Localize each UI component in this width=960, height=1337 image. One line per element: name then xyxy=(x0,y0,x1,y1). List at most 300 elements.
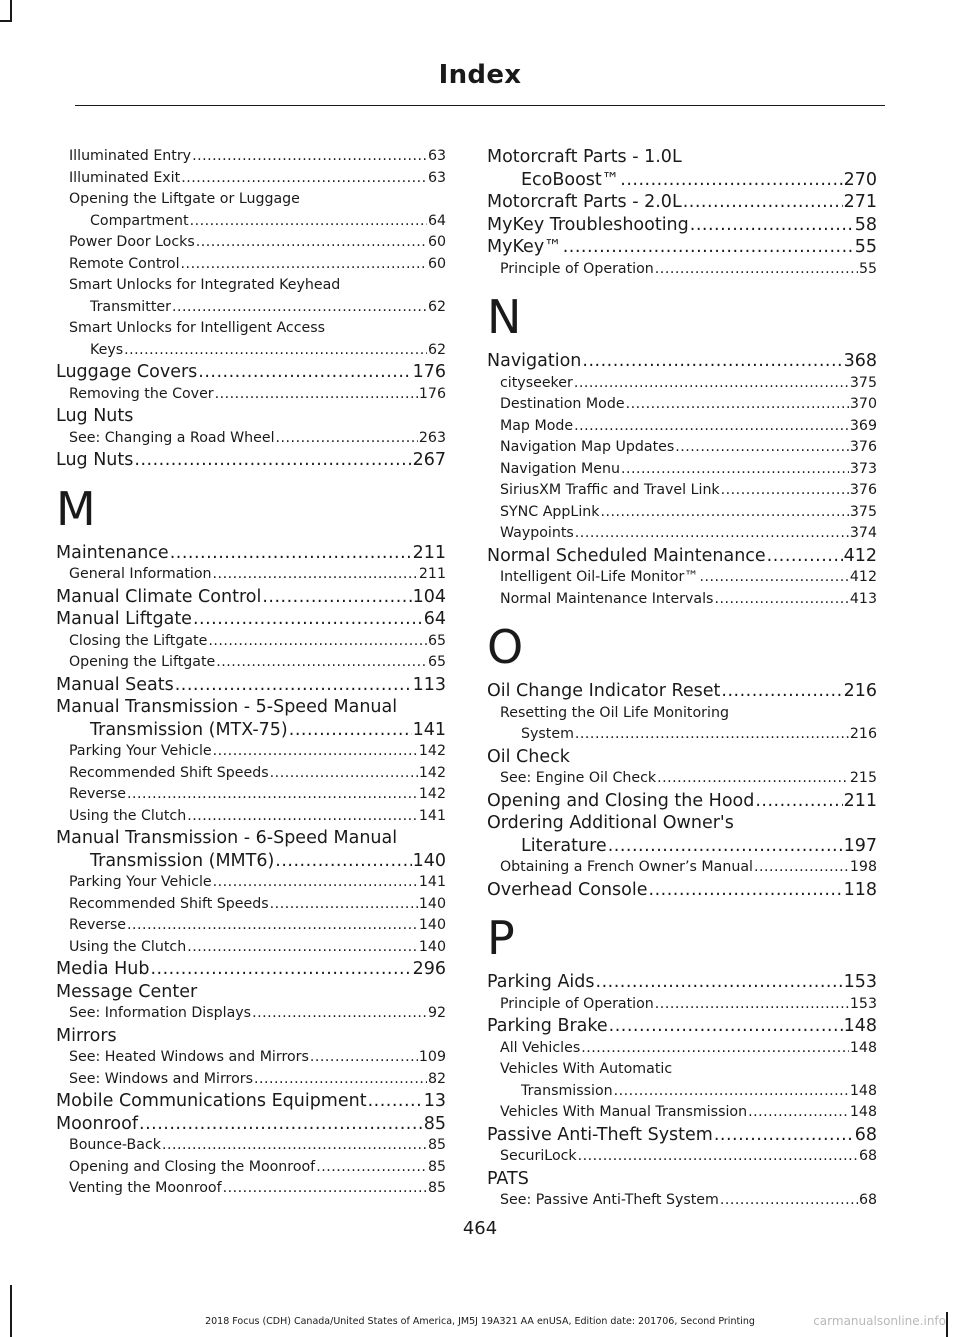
index-subentry xyxy=(56,1069,446,1091)
index-entry xyxy=(56,1113,446,1136)
entry-page-number: 375 xyxy=(849,374,877,391)
index-letter-heading: P xyxy=(487,911,515,965)
entry-title: Opening the Liftgate xyxy=(69,654,216,670)
index-subentry xyxy=(56,564,446,586)
dot-leader xyxy=(270,763,418,785)
dot-leader xyxy=(254,1069,427,1091)
index-entry xyxy=(56,449,446,472)
index-entry xyxy=(487,1124,877,1147)
index-entry-heading: Lug Nuts xyxy=(56,406,134,426)
index-entry xyxy=(56,608,446,631)
index-subentry xyxy=(487,1038,877,1060)
index-subentry xyxy=(56,1178,446,1200)
index-subentry xyxy=(56,1003,446,1025)
index-subentry xyxy=(56,384,446,406)
entry-title: Transmission xyxy=(521,1082,613,1099)
index-column-left xyxy=(56,146,446,1200)
entry-title: Literature xyxy=(521,835,607,856)
entry-title: All Vehicles xyxy=(500,1039,581,1056)
entry-page-number: 113 xyxy=(412,674,446,695)
entry-title: Parking Aids xyxy=(487,972,595,992)
entry-page-number: 85 xyxy=(427,1158,446,1175)
index-letter-heading: M xyxy=(56,481,96,536)
entry-page-number: 148 xyxy=(849,1039,877,1056)
index-subentry xyxy=(56,741,446,763)
entry-page-number: 68 xyxy=(858,1148,877,1164)
entry-page-number: 374 xyxy=(849,525,877,541)
dot-leader xyxy=(626,394,849,416)
dot-leader xyxy=(600,502,848,524)
dot-leader xyxy=(720,1190,858,1212)
index-subentry xyxy=(487,502,877,524)
entry-page-number: 64 xyxy=(427,212,446,229)
entry-title: Removing the Cover xyxy=(69,385,214,402)
index-subentry xyxy=(487,480,877,502)
entry-title: Oil Change Indicator Reset xyxy=(487,681,721,701)
entry-title: Manual Liftgate xyxy=(56,609,192,629)
entry-page-number: 376 xyxy=(849,482,877,498)
entry-page-number: 142 xyxy=(418,764,446,781)
index-entry-heading: PATS xyxy=(487,1168,529,1189)
crop-mark xyxy=(10,1285,12,1337)
dot-leader xyxy=(582,350,842,373)
dot-leader xyxy=(596,971,843,994)
entry-title: Transmission (MMT6) xyxy=(90,850,275,871)
index-subentry xyxy=(487,394,877,416)
index-letter-heading: O xyxy=(487,620,524,674)
entry-page-number: 216 xyxy=(843,681,877,701)
entry-page-number: 141 xyxy=(412,719,446,740)
index-entry-continued xyxy=(56,719,446,742)
entry-title: Waypoints xyxy=(500,525,574,541)
entry-title: Power Door Locks xyxy=(69,234,195,250)
entry-title: Venting the Moonroof xyxy=(69,1180,222,1196)
entry-page-number: 413 xyxy=(849,590,877,607)
index-subentry-heading: Resetting the Oil Life Monitoring xyxy=(500,704,729,721)
index-subentry xyxy=(56,232,446,254)
index-entry-continued xyxy=(487,169,877,192)
entry-title: Principle of Operation xyxy=(500,995,654,1012)
entry-page-number: 62 xyxy=(427,298,446,315)
entry-page-number: 63 xyxy=(427,169,446,186)
dot-leader xyxy=(714,1124,854,1147)
index-subentry xyxy=(56,1047,446,1069)
entry-title: Motorcraft Parts - 2.0L xyxy=(487,192,682,212)
dot-leader xyxy=(748,1102,849,1124)
index-entry-heading: Manual Transmission - 6-Speed Manual xyxy=(56,828,398,848)
entry-title: Manual Seats xyxy=(56,674,174,695)
index-subentry-continued xyxy=(487,1081,877,1103)
dot-leader xyxy=(721,480,849,502)
dot-leader xyxy=(655,994,849,1016)
entry-page-number: 369 xyxy=(849,417,877,434)
entry-title: Mobile Communications Equipment xyxy=(56,1091,367,1111)
dot-leader xyxy=(198,361,411,384)
entry-title: Remote Control xyxy=(69,255,180,272)
index-subentry xyxy=(56,1157,446,1179)
entry-page-number: 153 xyxy=(849,995,877,1012)
index-entry xyxy=(487,1015,877,1038)
entry-page-number: 85 xyxy=(427,1180,446,1196)
entry-page-number: 376 xyxy=(849,439,877,455)
index-subentry-heading: Smart Unlocks for Intelligent Access xyxy=(69,320,326,336)
entry-page-number: 60 xyxy=(427,255,446,272)
dot-leader xyxy=(690,214,854,237)
entry-title: Manual Climate Control xyxy=(56,586,262,607)
entry-title: SecuriLock xyxy=(500,1148,577,1164)
index-subentry xyxy=(487,416,877,438)
entry-page-number: 64 xyxy=(423,609,446,629)
index-subentry xyxy=(487,437,877,459)
entry-title: See: Engine Oil Check xyxy=(500,770,657,786)
entry-title: General Information xyxy=(69,566,212,582)
index-subentry xyxy=(487,994,877,1016)
index-entry xyxy=(56,586,446,609)
entry-title: Vehicles With Manual Transmission xyxy=(500,1104,748,1120)
entry-page-number: 216 xyxy=(849,726,877,742)
entry-title: Recommended Shift Speeds xyxy=(69,895,269,912)
index-subentry-heading: Vehicles With Automatic xyxy=(500,1061,673,1077)
page-title: Index xyxy=(438,60,522,90)
index-subentry xyxy=(56,254,446,276)
index-subentry xyxy=(56,784,446,806)
entry-title: Transmitter xyxy=(90,298,171,315)
entry-page-number: 55 xyxy=(854,237,877,257)
index-entry-heading: Mirrors xyxy=(56,1025,117,1046)
index-subentry xyxy=(487,523,877,545)
index-subentry-continued xyxy=(56,297,446,319)
dot-leader xyxy=(175,674,412,697)
index-subentry xyxy=(56,915,446,937)
index-entry xyxy=(56,361,446,384)
entry-title: Transmission (MTX-75) xyxy=(90,719,288,740)
entry-page-number: 109 xyxy=(418,1049,446,1065)
dot-leader xyxy=(190,211,427,233)
dot-leader xyxy=(289,719,412,742)
dot-leader xyxy=(252,1003,427,1025)
index-subentry xyxy=(56,168,446,190)
entry-page-number: 60 xyxy=(427,234,446,250)
entry-title: Destination Mode xyxy=(500,396,625,412)
entry-page-number: 296 xyxy=(412,959,446,979)
index-entry xyxy=(487,790,877,813)
dot-leader xyxy=(187,937,418,959)
index-entry-continued xyxy=(56,850,446,873)
entry-title: See: Changing a Road Wheel xyxy=(69,429,275,446)
entry-page-number: 82 xyxy=(427,1070,446,1087)
entry-title: SiriusXM Traffic and Travel Link xyxy=(500,482,720,498)
entry-title: See: Passive Anti-Theft System xyxy=(500,1192,719,1208)
entry-page-number: 65 xyxy=(427,654,446,670)
entry-title: MyKey™ xyxy=(487,237,562,257)
index-subentry-heading: Smart Unlocks for Integrated Keyhead xyxy=(69,277,341,293)
index-entry xyxy=(487,879,877,902)
dot-leader xyxy=(574,373,849,395)
entry-page-number: 370 xyxy=(849,396,877,412)
index-subentry xyxy=(56,631,446,653)
index-entry xyxy=(56,958,446,981)
index-subentry-continued xyxy=(487,724,877,746)
index-subentry xyxy=(56,894,446,916)
entry-page-number: 140 xyxy=(412,850,446,871)
dot-leader xyxy=(614,1081,849,1103)
index-subentry xyxy=(487,857,877,879)
dot-leader xyxy=(223,1178,427,1200)
index-entry-heading: Manual Transmission - 5-Speed Manual xyxy=(56,697,398,717)
index-entry xyxy=(487,680,877,703)
dot-leader xyxy=(215,384,418,406)
entry-page-number: 412 xyxy=(849,569,877,585)
page-number: 464 xyxy=(462,1218,498,1239)
entry-title: Recommended Shift Speeds xyxy=(69,764,269,781)
entry-title: Parking Brake xyxy=(487,1016,608,1036)
dot-leader xyxy=(124,340,427,362)
index-subentry xyxy=(487,373,877,395)
dot-leader xyxy=(187,806,418,828)
entry-title: Navigation Menu xyxy=(500,460,620,477)
index-subentry xyxy=(56,806,446,828)
dot-leader xyxy=(172,297,427,319)
header-divider xyxy=(75,105,885,106)
dot-leader xyxy=(563,236,854,259)
entry-title: Principle of Operation xyxy=(500,260,654,277)
entry-page-number: 270 xyxy=(843,169,877,190)
dot-leader xyxy=(162,1135,427,1157)
dot-leader xyxy=(270,894,418,916)
index-entry-continued xyxy=(487,835,877,858)
crop-mark xyxy=(0,20,12,22)
entry-page-number: 148 xyxy=(849,1082,877,1099)
dot-leader xyxy=(714,589,848,611)
dot-leader xyxy=(193,608,423,631)
entry-page-number: 373 xyxy=(849,460,877,477)
dot-leader xyxy=(170,542,412,565)
entry-page-number: 198 xyxy=(849,859,877,875)
entry-page-number: 141 xyxy=(418,874,446,890)
edition-footer: 2018 Focus (CDH) Canada/United States of America, JM5J 19A321 AA enUSA, Edition date: 201706, Second Printing xyxy=(205,1316,755,1327)
dot-leader xyxy=(574,416,849,438)
entry-page-number: 176 xyxy=(418,385,446,402)
index-subentry xyxy=(487,567,877,589)
dot-leader xyxy=(578,1146,858,1168)
index-entry xyxy=(56,674,446,697)
index-subentry xyxy=(487,768,877,790)
index-entry-heading: Message Center xyxy=(56,981,198,1002)
dot-leader xyxy=(657,768,849,790)
dot-leader xyxy=(213,741,418,763)
index-subentry xyxy=(56,937,446,959)
entry-title: Maintenance xyxy=(56,542,169,563)
entry-page-number: 140 xyxy=(418,895,446,912)
dot-leader xyxy=(213,564,418,586)
index-subentry-continued xyxy=(56,211,446,233)
entry-page-number: 148 xyxy=(843,1016,877,1036)
dot-leader xyxy=(721,680,842,703)
entry-page-number: 140 xyxy=(418,917,446,933)
dot-leader xyxy=(675,437,849,459)
index-subentry xyxy=(56,428,446,450)
dot-leader xyxy=(150,958,411,981)
entry-title: EcoBoost™ xyxy=(521,169,620,190)
dot-leader xyxy=(213,872,418,894)
entry-page-number: 412 xyxy=(843,545,877,566)
dot-leader xyxy=(621,459,849,481)
entry-title: Reverse xyxy=(69,786,127,802)
dot-leader xyxy=(196,232,427,254)
entry-page-number: 176 xyxy=(412,362,446,382)
index-subentry xyxy=(56,146,446,168)
entry-title: See: Information Displays xyxy=(69,1005,252,1021)
entry-page-number: 211 xyxy=(412,542,446,563)
entry-title: Obtaining a French Owner’s Manual xyxy=(500,859,753,875)
entry-page-number: 142 xyxy=(418,743,446,759)
index-entry xyxy=(487,350,877,373)
index-subentry xyxy=(487,459,877,481)
entry-title: Closing the Liftgate xyxy=(69,632,208,649)
dot-leader xyxy=(755,790,842,813)
entry-page-number: 68 xyxy=(858,1192,877,1208)
index-letter-heading: N xyxy=(487,290,522,344)
entry-page-number: 141 xyxy=(418,807,446,824)
entry-title: Using the Clutch xyxy=(69,807,187,824)
entry-page-number: 62 xyxy=(427,341,446,358)
dot-leader xyxy=(608,835,843,858)
entry-title: Navigation Map Updates xyxy=(500,439,675,455)
dot-leader xyxy=(181,254,427,276)
entry-title: cityseeker xyxy=(500,374,573,391)
dot-leader xyxy=(127,784,418,806)
index-subentry xyxy=(56,1135,446,1157)
dot-leader xyxy=(310,1047,418,1069)
entry-title: Overhead Console xyxy=(487,879,648,900)
entry-title: Bounce-Back xyxy=(69,1137,161,1153)
entry-page-number: 118 xyxy=(843,879,877,900)
entry-title: Map Mode xyxy=(500,417,574,434)
dot-leader xyxy=(767,545,843,568)
entry-page-number: 68 xyxy=(854,1124,877,1145)
dot-leader xyxy=(216,652,427,674)
index-entry xyxy=(487,236,877,259)
index-subentry-continued xyxy=(56,340,446,362)
dot-leader xyxy=(127,915,418,937)
entry-title: Using the Clutch xyxy=(69,938,187,955)
entry-page-number: 215 xyxy=(849,770,877,786)
dot-leader xyxy=(134,449,411,472)
crop-mark xyxy=(10,0,12,22)
entry-title: Lug Nuts xyxy=(56,450,134,470)
entry-title: Normal Scheduled Maintenance xyxy=(487,545,766,566)
entry-title: MyKey Troubleshooting xyxy=(487,214,689,235)
index-entry xyxy=(56,1090,446,1113)
entry-title: Compartment xyxy=(90,212,189,229)
entry-title: Parking Your Vehicle xyxy=(69,743,212,759)
entry-page-number: 271 xyxy=(843,192,877,212)
entry-title: SYNC AppLink xyxy=(500,503,600,520)
dot-leader xyxy=(609,1015,843,1038)
entry-title: Opening and Closing the Hood xyxy=(487,790,755,811)
dot-leader xyxy=(316,1157,427,1179)
entry-page-number: 197 xyxy=(843,835,877,856)
dot-leader xyxy=(276,428,418,450)
dot-leader xyxy=(581,1038,849,1060)
index-subentry xyxy=(56,872,446,894)
entry-title: Opening and Closing the Moonroof xyxy=(69,1158,316,1175)
entry-page-number: 263 xyxy=(418,429,446,446)
entry-title: Intelligent Oil-Life Monitor™ xyxy=(500,569,699,585)
entry-title: Luggage Covers xyxy=(56,362,198,382)
entry-page-number: 153 xyxy=(843,972,877,992)
entry-title: Parking Your Vehicle xyxy=(69,874,212,890)
dot-leader xyxy=(275,850,411,873)
index-entry-heading: Oil Check xyxy=(487,746,570,767)
index-subentry xyxy=(487,1190,877,1212)
entry-title: System xyxy=(521,726,574,742)
entry-page-number: 140 xyxy=(418,938,446,955)
entry-page-number: 85 xyxy=(423,1113,446,1134)
index-subentry xyxy=(487,589,877,611)
index-entry xyxy=(56,542,446,565)
dot-leader xyxy=(655,259,858,281)
index-subentry xyxy=(487,259,877,281)
entry-title: Reverse xyxy=(69,917,127,933)
entry-title: Moonroof xyxy=(56,1113,138,1134)
entry-title: Navigation xyxy=(487,351,582,371)
dot-leader xyxy=(575,523,849,545)
index-entry-heading: Ordering Additional Owner's xyxy=(487,813,734,833)
entry-title: Illuminated Exit xyxy=(69,169,181,186)
dot-leader xyxy=(368,1090,423,1113)
entry-page-number: 85 xyxy=(427,1137,446,1153)
entry-page-number: 65 xyxy=(427,632,446,649)
entry-page-number: 142 xyxy=(418,786,446,802)
entry-title: Passive Anti-Theft System xyxy=(487,1124,713,1145)
index-subentry xyxy=(487,1146,877,1168)
dot-leader xyxy=(262,586,411,609)
entry-title: See: Windows and Mirrors xyxy=(69,1070,253,1087)
index-entry xyxy=(487,214,877,237)
entry-page-number: 55 xyxy=(858,260,877,277)
dot-leader xyxy=(620,169,842,192)
dot-leader xyxy=(181,168,427,190)
entry-page-number: 211 xyxy=(418,566,446,582)
entry-page-number: 58 xyxy=(854,214,877,235)
entry-page-number: 104 xyxy=(412,586,446,607)
index-entry xyxy=(487,191,877,214)
entry-page-number: 211 xyxy=(843,790,877,811)
entry-page-number: 148 xyxy=(849,1104,877,1120)
entry-page-number: 267 xyxy=(412,450,446,470)
dot-leader xyxy=(139,1113,423,1136)
index-entry xyxy=(487,971,877,994)
index-subentry xyxy=(487,1102,877,1124)
watermark: carmanualsonline.info xyxy=(813,1314,946,1328)
dot-leader xyxy=(683,191,843,214)
entry-title: Normal Maintenance Intervals xyxy=(500,590,714,607)
index-column-right xyxy=(487,146,877,1212)
index-entry xyxy=(487,545,877,568)
entry-page-number: 368 xyxy=(843,351,877,371)
entry-title: Illuminated Entry xyxy=(69,148,192,164)
entry-page-number: 92 xyxy=(427,1005,446,1021)
index-subentry-heading: Opening the Liftgate or Luggage xyxy=(69,191,300,207)
entry-title: Media Hub xyxy=(56,959,150,979)
dot-leader xyxy=(575,724,849,746)
dot-leader xyxy=(649,879,843,902)
dot-leader xyxy=(208,631,427,653)
dot-leader xyxy=(754,857,849,879)
dot-leader xyxy=(699,567,848,589)
index-entry-heading: Motorcraft Parts - 1.0L xyxy=(487,147,682,167)
